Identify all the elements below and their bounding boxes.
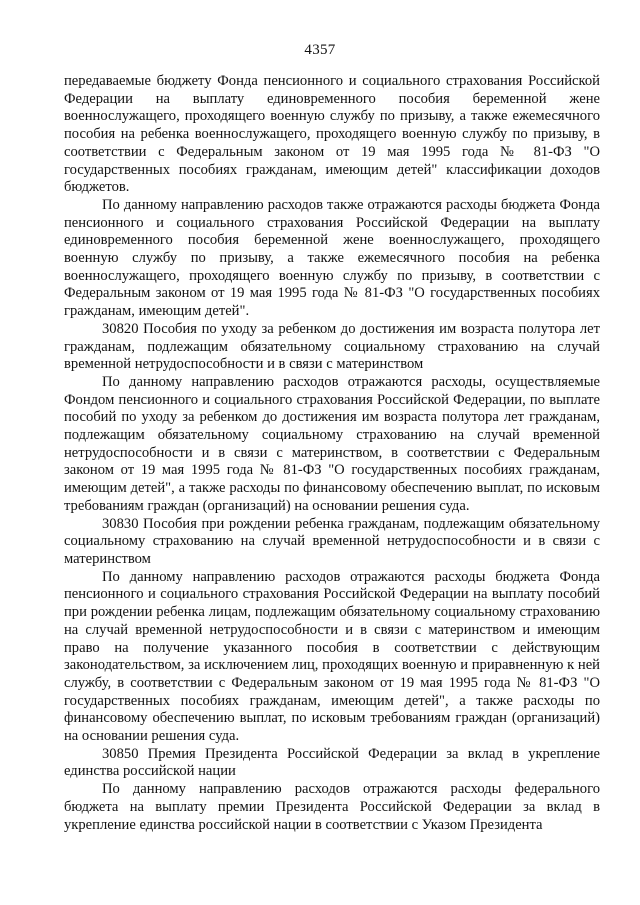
paragraph: По данному направлению расходов отражаются расходы, осуществляемые Фондом пенсионного и социального страхования Российской Федерации, по выплате пособий по уходу за ребенком до достижения им возраста полутора лет гражданам, подлежащим обязательному социальному страхованию на случай временной нетрудоспособности и в связи с материнством, в соответствии с Федеральным законом от 19 мая 1995 года № 81-ФЗ "О государственных пособиях гражданам, имеющим детей", а также расходы по финансовому обеспечению выплат, по исковым требованиям граждан (организаций) на основании решения суда. bbox=[64, 373, 600, 514]
paragraph: По данному направлению расходов отражаются расходы бюджета Фонда пенсионного и социального страхования Российской Федерации на выплату пособий при рождении ребенка лицам, подлежащим обязательному социальному страхованию на случай временной нетрудоспособности и в связи с материнством и имеющим право на получение указанного пособия в соответствии с действующим законодательством, за исключением лиц, проходящих военную и приравненную к ней службу, в соответствии с Федеральным законом от 19 мая 1995 года № 81-ФЗ "О государственных пособиях гражданам, имеющим детей", а также расходы по финансовому обеспечению выплат, по исковым требованиям граждан (организаций) на основании решения суда. bbox=[64, 568, 600, 745]
page-number: 4357 bbox=[304, 42, 336, 58]
section-heading-30820: 30820 Пособия по уходу за ребенком до достижения им возраста полутора лет гражданам, подлежащим обязательному социальному страхованию на случай временной нетрудоспособности и в связи с материнством bbox=[64, 320, 600, 373]
paragraph-continuation: передаваемые бюджету Фонда пенсионного и социального страхования Российской Федерации на выплату единовременного пособия беременной жене военнослужащего, проходящего военную службу по призыву, а также ежемесячного пособия на ребенка военнослужащего, проходящего военную службу по призыву, в соответствии с Федеральным законом от 19 мая 1995 года № 81-ФЗ "О государственных пособиях гражданам, имеющим детей" классификации доходов бюджетов. bbox=[64, 73, 600, 196]
paragraph: По данному направлению расходов также отражаются расходы бюджета Фонда пенсионного и социального страхования Российской Федерации на выплату единовременного пособия беременной жене военнослужащего, проходящего военную службу по призыву, а также ежемесячного пособия на ребенка военнослужащего, проходящего военную службу по призыву, в соответствии с Федеральным законом от 19 мая 1995 года № 81-ФЗ "О государственных пособиях гражданам, имеющим детей". bbox=[64, 196, 600, 320]
body-text bbox=[64, 73, 600, 834]
section-heading-30830: 30830 Пособия при рождении ребенка гражданам, подлежащим обязательному социальному страхованию на случай временной нетрудоспособности и в связи с материнством bbox=[64, 515, 600, 567]
section-heading-30850: 30850 Премия Президента Российской Федерации за вклад в укрепление единства российской нации bbox=[64, 745, 600, 780]
paragraph: По данному направлению расходов отражаются расходы федерального бюджета на выплату премии Президента Российской Федерации за вклад в укрепление единства российской нации в соответствии с Указом Президента bbox=[64, 781, 600, 833]
